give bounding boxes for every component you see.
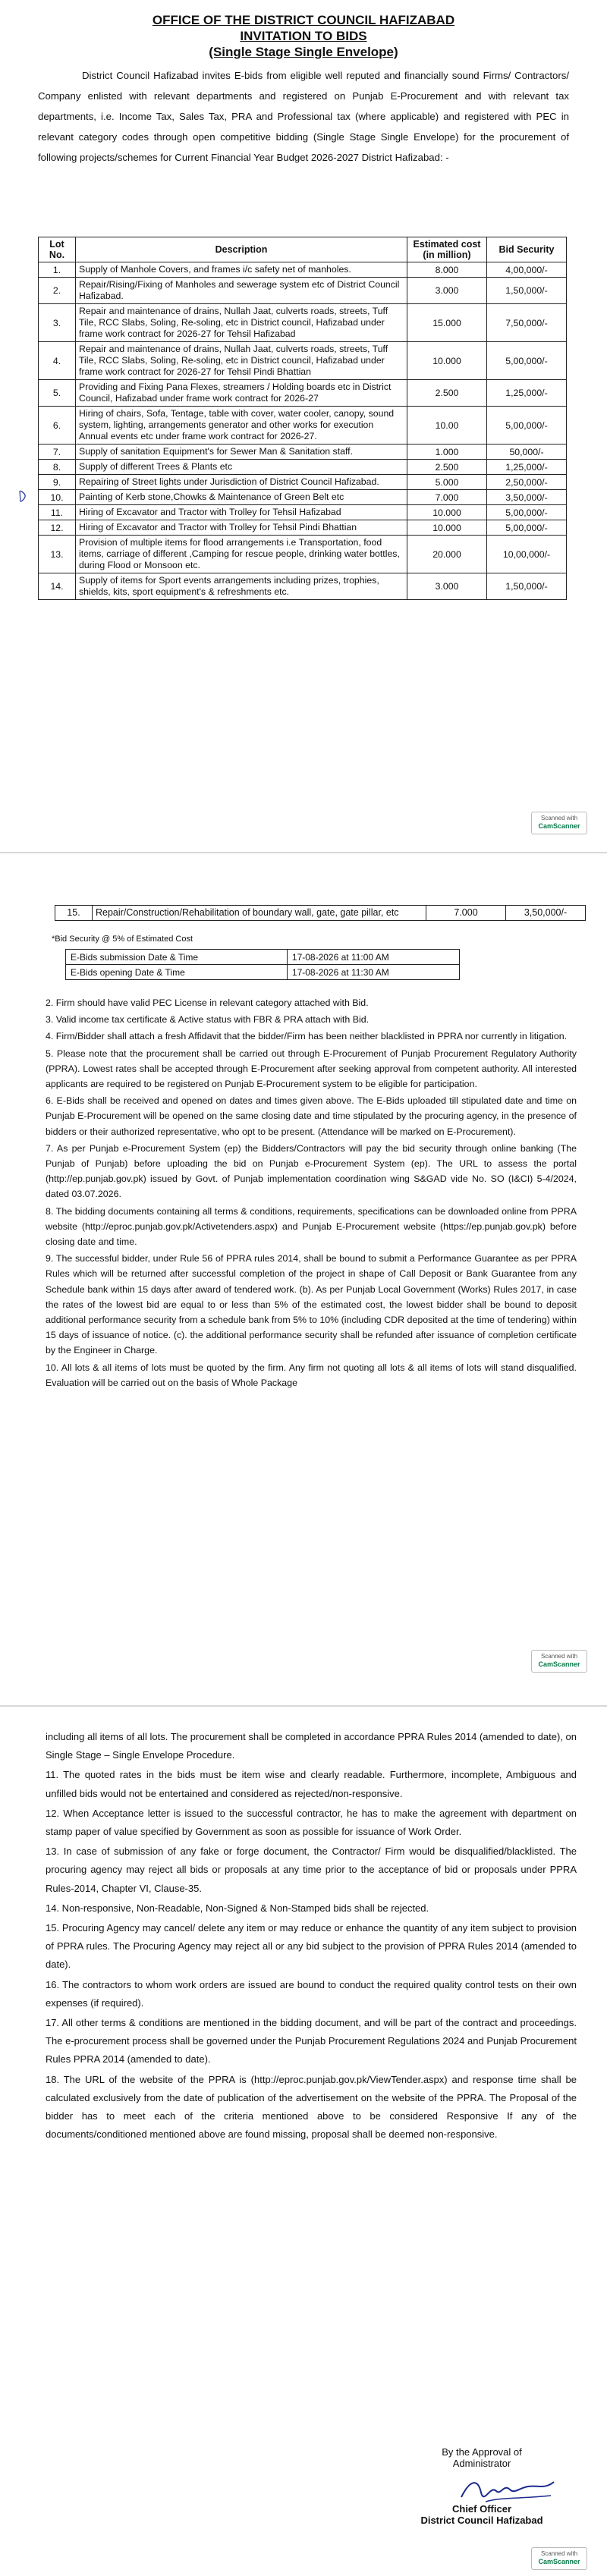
lot-security: 5,00,000/- — [487, 505, 567, 520]
procedure-title: (Single Stage Single Envelope) — [209, 45, 398, 59]
lot-description: Supply of Manhole Covers, and frames i/c safety net of manholes. — [76, 262, 407, 278]
lot-description: Supply of sanitation Equipment's for Sewer Man & Sanitation staff. — [76, 445, 407, 460]
date-value: 17-08-2026 at 11:00 AM — [287, 950, 459, 965]
lot-description: Repair/Rising/Fixing of Manholes and sewerage system etc of District Council Hafizabad. — [76, 278, 407, 304]
lot-security: 5,00,000/- — [487, 407, 567, 445]
lot-no: 5. — [39, 380, 76, 407]
term-item: 17. All other terms & conditions are mentioned in the bidding document, and will be part of the contract and proceedings. The e-procurement process shall be governed under the Punjab Procurement Regulations 2024 and Punjab Procurement Rules PPRA 2014 (amended to date). — [46, 2017, 577, 2066]
term-item: 7. As per Punjab e-Procurement System (ep) the Bidders/Contractors will pay the bid security through online banking (The Punjab of Punjab) before uploading the bid on Punjab e-Procurement System (ep). The URL to assess the portal (http://ep.punjab.gov.pk) issued by Govt. of Punjab implementation coordination wing S&GAD vide No. SO (I&CI) 5-4/2024, dated 03.07.2026. — [46, 1142, 577, 1200]
lot-cost: 3.000 — [407, 278, 487, 304]
term-item: including all items of all lots. The procurement shall be completed in accordance PPRA Rules 2014 (amended to date), on Single Stage – Single Envelope Procedure. — [46, 1731, 577, 1761]
camscanner-stamp — [531, 812, 587, 834]
date-label: E-Bids opening Date & Time — [66, 965, 288, 980]
stamp-brand: CamScanner — [538, 1660, 580, 1668]
bids-table — [38, 237, 567, 600]
term-item: 14. Non-responsive, Non-Readable, Non-Signed & Non-Stamped bids shall be rejected. — [46, 1902, 429, 1914]
term-item: 13. In case of submission of any fake or forge document, the Contractor/ Firm would be disqualified/blacklisted. The procuring agency may reject all bids or proposals at any time prior to the acceptance of bid or proposals under PPRA Rules-2014, Chapter VI, Clause-35. — [46, 1846, 577, 1894]
lot-description: Hiring of Excavator and Tractor with Trolley for Tehsil Pindi Bhattian — [76, 520, 407, 536]
officer-block — [395, 2503, 569, 2526]
lot-no: 12. — [39, 520, 76, 536]
invitation-title: INVITATION TO BIDS — [240, 29, 367, 43]
page-1 — [0, 0, 607, 853]
lot-cost: 5.000 — [407, 475, 487, 490]
lot-no: 2. — [39, 278, 76, 304]
terms-list-page-2 — [46, 995, 577, 1392]
intro-paragraph — [38, 65, 569, 168]
lot-security: 50,000/- — [487, 445, 567, 460]
lot-description: Painting of Kerb stone,Chowks & Maintenance of Green Belt etc — [76, 490, 407, 505]
lot-security: 5,00,000/- — [487, 520, 567, 536]
table-row — [39, 460, 567, 475]
table-row — [39, 304, 567, 342]
lot-no: 11. — [39, 505, 76, 520]
lot-description: Repairing of Street lights under Jurisdiction of District Council Hafizabad. — [76, 475, 407, 490]
stamp-brand: CamScanner — [538, 822, 580, 830]
stamp-caption: Scanned with — [540, 2550, 578, 2557]
lot-no: 7. — [39, 445, 76, 460]
lot-security: 5,00,000/- — [487, 342, 567, 380]
lot-description: Repair/Construction/Rehabilitation of boundary wall, gate, gate pillar, etc — [93, 906, 426, 921]
lot-cost: 10.000 — [407, 520, 487, 536]
table-row — [39, 278, 567, 304]
intro-text: District Council Hafizabad invites E-bids from eligible well reputed and financially sound Firms/ Contractors/ Company enlisted with relevant departments and registered on Punjab E-Procurement and with relevant tax departments, i.e. Income Tax, Sales Tax, PRA and Professional tax (where applicable) and registered with PEC in relevant category codes through open competitive bidding (Single Stage Single Envelope) for the procurement of following projects/schemes for Current Financial Year Budget 2026-2027 District Hafizabad: - — [38, 70, 569, 163]
date-row — [66, 950, 460, 965]
lot-description: Hiring of Excavator and Tractor with Trolley for Tehsil Hafizabad — [76, 505, 407, 520]
col-cost: Estimated cost (in million) — [407, 237, 487, 262]
table-row — [39, 490, 567, 505]
col-lot: Lot No. — [39, 237, 76, 262]
lot-cost: 7.000 — [407, 490, 487, 505]
dates-table — [65, 949, 460, 980]
lot-security: 1,50,000/- — [487, 278, 567, 304]
term-item: 16. The contractors to whom work orders are issued are bound to conduct the required quality control tests on their own expenses (if required). — [46, 1978, 577, 2009]
table-row — [39, 475, 567, 490]
table-row — [39, 573, 567, 600]
col-security: Bid Security — [487, 237, 567, 262]
lot-security: 3,50,000/- — [506, 906, 586, 921]
lot-description: Repair and maintenance of drains, Nullah Jaat, culverts roads, streets, Tuff Tile, RCC Slabs, Soling, Re-soling, etc in District council, Hafizabad under frame work contract for 2026-27 for Tehsil Hafizabad — [76, 304, 407, 342]
notice-header — [0, 12, 607, 60]
officer-office: District Council Hafizabad — [420, 2515, 543, 2526]
lot-no: 1. — [39, 262, 76, 278]
term-item: 18. The URL of the website of the PPRA is (http://eproc.punjab.gov.pk/ViewTender.aspx) and response time shall be calculated exclusively from the date of publication of the advertisement on the website of the PPRA. The Proposal of the bidder has to meet each of the criteria mentioned above to be considered Responsive If any of the documents/conditioned mentioned above are found missing, proposal shall be deemed non-responsive. — [46, 2073, 577, 2141]
lot-security: 1,50,000/- — [487, 573, 567, 600]
date-value: 17-08-2026 at 11:30 AM — [287, 965, 459, 980]
approval-authority: Administrator — [452, 2458, 511, 2469]
term-item: 12. When Acceptance letter is issued to the successful contractor, he has to make the agreement with department on stamp paper of value specified by Government as soon as possible for issuance of Work Order. — [46, 1807, 577, 1838]
approval-line: By the Approval of — [442, 2446, 522, 2458]
lot-description: Supply of items for Sport events arrangements including prizes, trophies, shields, kits, sport equipment's & refreshments etc. — [76, 573, 407, 600]
table-row — [39, 262, 567, 278]
term-item: 8. The bidding documents containing all terms & conditions, requirements, specifications can be downloaded online from PPRA website (http://eproc.punjab.gov.pk/Activetenders.aspx) and Punjab E-Procurement website (https://ep.punjab.gov.pk) before closing date and time. — [46, 1205, 577, 1248]
lot-security: 1,25,000/- — [487, 380, 567, 407]
lot-security: 7,50,000/- — [487, 304, 567, 342]
lot-cost: 2.500 — [407, 380, 487, 407]
lot-cost: 1.000 — [407, 445, 487, 460]
lot-cost: 2.500 — [407, 460, 487, 475]
lot-no: 15. — [55, 906, 93, 921]
term-item: 3. Valid income tax certificate & Active status with FBR & PRA attach with Bid. — [46, 1014, 370, 1026]
lot-no: 6. — [39, 407, 76, 445]
lot-no: 4. — [39, 342, 76, 380]
lot-no: 13. — [39, 536, 76, 573]
stamp-caption: Scanned with — [540, 815, 578, 821]
lot-security: 10,00,000/- — [487, 536, 567, 573]
lot-security: 3,50,000/- — [487, 490, 567, 505]
lot-security: 2,50,000/- — [487, 475, 567, 490]
table-row — [39, 380, 567, 407]
lot-description: Provision of multiple items for flood arrangements i.e Transportation, food items, carriage of different ,Camping for rescue people, drinking water bottles, during Flood or Monsoon etc. — [76, 536, 407, 573]
lot-cost: 10.000 — [407, 505, 487, 520]
bid-security-note: *Bid Security @ 5% of Estimated Cost — [52, 935, 193, 944]
table-header-row — [39, 237, 567, 262]
lot-security: 4,00,000/- — [487, 262, 567, 278]
terms-list-page-3 — [46, 1728, 577, 2145]
lot-security: 1,25,000/- — [487, 460, 567, 475]
term-item: 9. The successful bidder, under Rule 56 of PPRA rules 2014, shall be bound to submit a Performance Guarantee as per PPRA Rules which will be returned after successful completion of the project in shape of Call Deposit or Bank Guarantee from any Schedule bank within 15 days after award of tendered work. (b). As per Punjab Local Government (Works) Rules 2017, in case the rates of the lowest bid are equal to or less than 5% of the estimated cost, the lowest bidder shall be bound to deposit additional performance security from a schedule bank from 5% to 10% (including CDR deposited at the time of tendering) within 15 days of issuance of notice. (c). the additional performance security shall be refunded after issuance of completion certificate by the Engineer in Charge. — [46, 1253, 577, 1356]
lot-description: Supply of different Trees & Plants etc — [76, 460, 407, 475]
date-row — [66, 965, 460, 980]
term-item: 2. Firm should have valid PEC License in relevant category attached with Bid. — [46, 997, 369, 1008]
term-item: 5. Please note that the procurement shall be carried out through E-Procurement of Punjab Procurement Regulatory Authority (PPRA). Lowest rates shall be accepted through E-Procurement after seeking approval from competent authority. All interested applicants are required to be registered on Punjab E-Procurement system to be eligible for participation. — [46, 1048, 577, 1090]
lot-no: 3. — [39, 304, 76, 342]
term-item: 4. Firm/Bidder shall attach a fresh Affidavit that the bidder/Firm has been neither blacklisted in PPRA nor currently in litigation. — [46, 1031, 568, 1042]
approval-block — [395, 2446, 569, 2469]
lot-no: 9. — [39, 475, 76, 490]
term-item: 10. All lots & all items of lots must be quoted by the firm. Any firm not quoting all lots & all items of lots will stand disqualified. Evaluation will be carried out on the basis of Whole Package — [46, 1362, 577, 1388]
table-row — [39, 342, 567, 380]
term-item: 15. Procuring Agency may cancel/ delete any item or may reduce or enhance the quantity of any item subject to provision of PPRA rules. The Procuring Agency may reject all or any bid subject to the provision of PPRA Rules 2014 (amended to date). — [46, 1922, 577, 1971]
term-item: 6. E-Bids shall be received and opened on dates and times given above. The E-Bids uploaded till stipulated date and time on Punjab E-Procurement will be opened on the same closing date and time stipulated by the procuring agency, in the presence of bidders or their authorized representative, who opt to be present. (Attendance will be marked on E-Procurement). — [46, 1095, 577, 1137]
camscanner-stamp — [531, 1650, 587, 1673]
lot-cost: 8.000 — [407, 262, 487, 278]
lot-cost: 15.000 — [407, 304, 487, 342]
lot-cost: 20.000 — [407, 536, 487, 573]
lot-description: Hiring of chairs, Sofa, Tentage, table with cover, water cooler, canopy, sound system, lighting, arrangements generator and other works for execution Annual events etc under frame work contract for 2026-27. — [76, 407, 407, 445]
table-row — [39, 407, 567, 445]
lot-description: Providing and Fixing Pana Flexes, streamers / Holding boards etc in District Council, Hafizabad under frame work contract for 2026-27 — [76, 380, 407, 407]
lot-no: 8. — [39, 460, 76, 475]
stamp-caption: Scanned with — [540, 1653, 578, 1660]
table-row — [55, 906, 586, 921]
lot-cost: 10.000 — [407, 342, 487, 380]
term-item: 11. The quoted rates in the bids must be item wise and clearly readable. Furthermore, incomplete, Ambiguous and unfilled bids would not be entertained and considered as rejected/non-responsive. — [46, 1769, 577, 1799]
table-row — [39, 536, 567, 573]
officer-title: Chief Officer — [451, 2503, 511, 2515]
lot-cost: 10.00 — [407, 407, 487, 445]
lot-no: 10. — [39, 490, 76, 505]
date-label: E-Bids submission Date & Time — [66, 950, 288, 965]
pen-mark-icon — [18, 489, 29, 503]
col-description: Description — [76, 237, 407, 262]
lot-no: 14. — [39, 573, 76, 600]
lot-description: Repair and maintenance of drains, Nullah Jaat, culverts roads, streets, Tuff Tile, RCC Slabs, Soling, Re-soling, etc in District council, Hafizabad under frame work contract for 2026-27 for Tehsil Pindi Bhattian — [76, 342, 407, 380]
lot-cost: 3.000 — [407, 573, 487, 600]
lot-cost: 7.000 — [426, 906, 506, 921]
table-row — [39, 445, 567, 460]
bids-table-continued — [55, 905, 586, 921]
table-row — [39, 520, 567, 536]
office-title: OFFICE OF THE DISTRICT COUNCIL HAFIZABAD — [152, 13, 455, 27]
stamp-brand: CamScanner — [538, 2558, 580, 2565]
table-row — [39, 505, 567, 520]
camscanner-stamp — [531, 2547, 587, 2570]
